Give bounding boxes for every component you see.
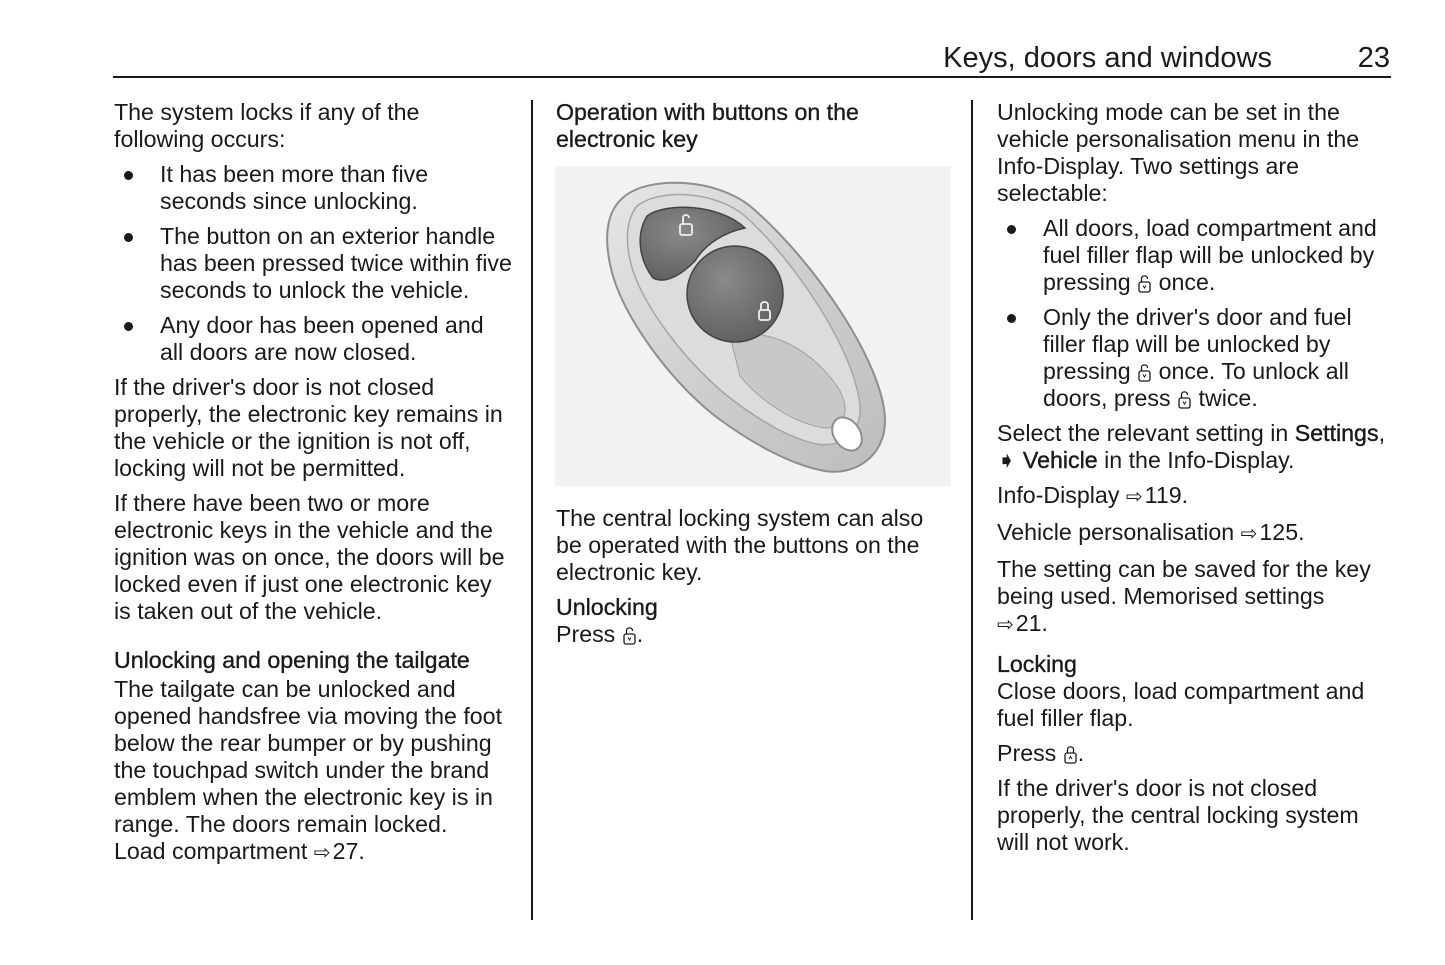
bullet-text: once. To unlock all doors, press <box>1043 358 1349 411</box>
ref-page[interactable]: 21. <box>1015 610 1048 636</box>
locking-text: Close doors, load compartment and fuel filler flap. <box>997 678 1365 731</box>
list-item <box>997 304 1393 412</box>
ref-label: Load compartment <box>114 838 308 864</box>
unlock-button-icon <box>1178 390 1191 409</box>
press-end: . <box>636 621 644 647</box>
lock-button-icon <box>1064 745 1077 764</box>
column-divider-1 <box>531 100 533 920</box>
mode-intro: Unlocking mode can be set in the vehicle personalisation menu in the Info-Display. Two settings are selectable: <box>997 99 1360 206</box>
intro-text: The system locks if any of the following occurs: <box>114 99 420 152</box>
lock-conditions-list <box>114 161 514 366</box>
ref-label: Vehicle personalisation <box>997 519 1235 545</box>
text: in the Info-Display. <box>1104 447 1295 473</box>
column-2-lower <box>556 505 946 656</box>
key-fob-figure <box>555 166 951 486</box>
unlock-button-icon <box>1138 274 1151 293</box>
section-title: Keys, doors and windows <box>943 42 1272 74</box>
tailgate-heading: Unlocking and opening the tailgate <box>114 647 470 673</box>
press-label: Press <box>556 621 616 647</box>
ref-page[interactable]: 27. <box>332 838 365 864</box>
press-label: Press <box>997 740 1057 766</box>
press-end: . <box>1077 740 1085 766</box>
vehicle-menu-label: Vehicle <box>1022 447 1098 473</box>
bullet-text: once. <box>1158 269 1216 295</box>
list-item: Any door has been opened and all doors are now closed. <box>114 312 510 366</box>
bullet-text: twice. <box>1198 385 1258 411</box>
info-display-reference <box>997 482 1393 511</box>
column-2 <box>556 99 946 153</box>
page-reference-icon: ⇨ <box>1125 486 1143 508</box>
personalisation-reference <box>997 519 1393 548</box>
column-divider-2 <box>971 100 973 920</box>
page-number: 23 <box>1357 42 1390 74</box>
menu-arrow-icon: ➧ <box>997 447 1017 473</box>
memorised-settings-text <box>997 556 1393 639</box>
tailgate-body: The tailgate can be unlocked and opened handsfree via moving the foot below the rear bumper or by pushing the touchpad switch under the brand emblem when the electronic key is in range. The doors remain locked. <box>114 676 503 837</box>
bullet-text: Only the driver's door and fuel filler flap will be unlocked by pressing <box>1043 304 1352 384</box>
ref-label: Info-Display <box>997 482 1120 508</box>
list-item: The button on an exterior handle has been pressed twice within five seconds to unlock the vehicle. <box>114 223 520 304</box>
column-1 <box>114 99 514 867</box>
tailgate-text <box>114 676 514 867</box>
list-item <box>997 215 1393 296</box>
text: , <box>1378 420 1386 446</box>
operation-heading: Operation with buttons on the electronic key <box>556 99 859 152</box>
operation-text: The central locking system can also be operated with the buttons on the electronic key. <box>556 505 924 585</box>
paragraph: If there have been two or more electronic keys in the vehicle and the ignition was on once, the doors will be locked even if just one electronic key is taken out of the vehicle. <box>114 490 505 624</box>
list-item: It has been more than five seconds since unlocking. <box>114 161 480 215</box>
ref-page[interactable]: 125. <box>1259 519 1305 545</box>
unlock-modes-list <box>997 215 1393 412</box>
column-3 <box>997 99 1393 864</box>
unlock-button-icon <box>623 626 636 645</box>
final-note: If the driver's door is not closed properly, the central locking system will not work. <box>997 775 1359 855</box>
settings-menu-label: Settings <box>1294 420 1379 446</box>
press-lock-instruction <box>997 740 1393 767</box>
unlocking-heading: Unlocking <box>556 594 658 620</box>
text: Select the relevant setting in <box>997 420 1289 446</box>
bullet-text: All doors, load compartment and fuel filler flap will be unlocked by pressing <box>1043 215 1377 295</box>
header-rule <box>113 76 1391 78</box>
press-unlock-instruction <box>556 621 946 648</box>
select-setting-text <box>997 420 1393 474</box>
unlock-button-icon <box>1138 363 1151 382</box>
page-reference-icon: ⇨ <box>997 614 1014 636</box>
paragraph: If the driver's door is not closed properly, the electronic key remains in the vehicle or the ignition is not off, locking will not be permitted. <box>114 374 503 481</box>
page-reference-icon: ⇨ <box>313 842 331 864</box>
page-reference-icon: ⇨ <box>1240 523 1258 545</box>
text: The setting can be saved for the key being used. Memorised settings <box>997 556 1371 609</box>
key-fob-icon <box>555 166 951 486</box>
ref-page[interactable]: 119. <box>1144 482 1189 508</box>
locking-heading: Locking <box>997 651 1077 677</box>
